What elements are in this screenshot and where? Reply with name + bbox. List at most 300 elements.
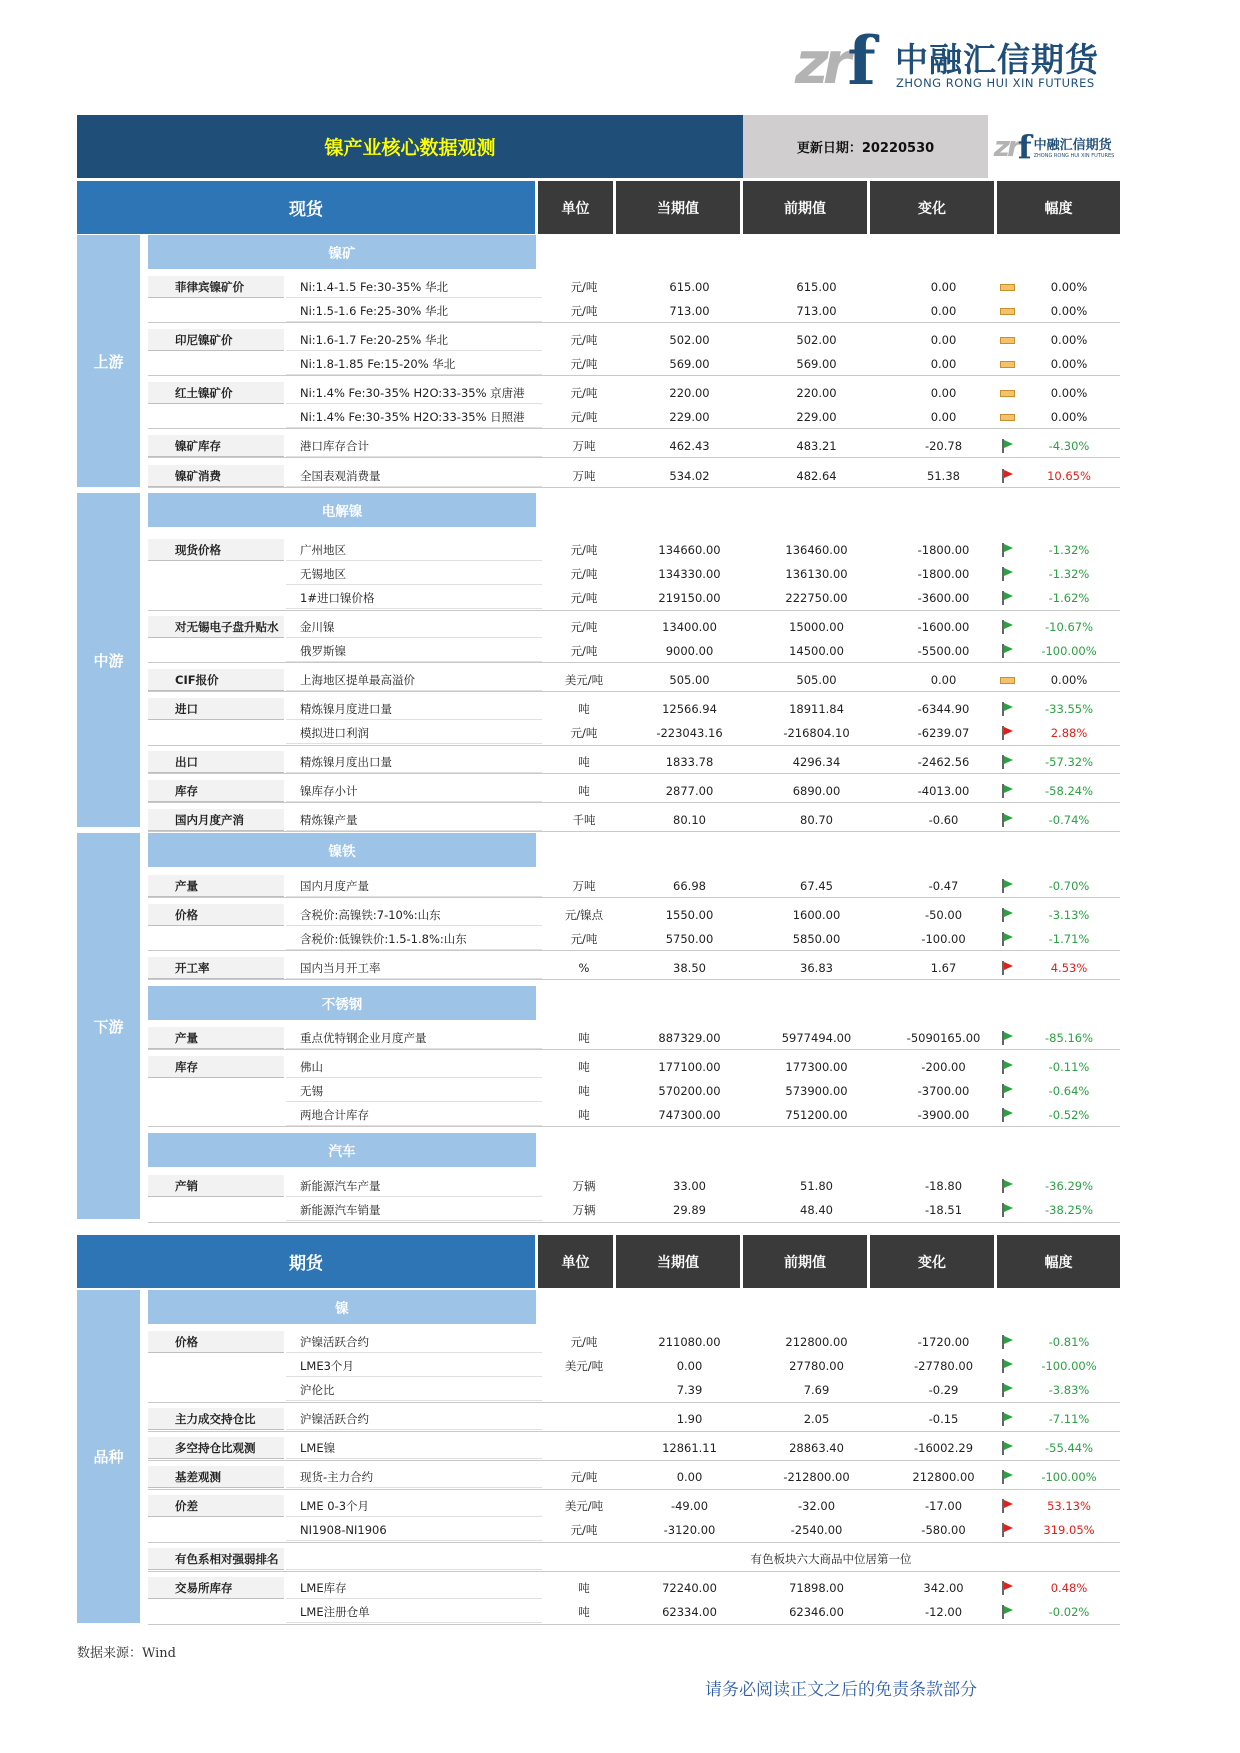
row-previous-value: 229.00 — [796, 410, 837, 424]
red-flag-icon — [996, 1495, 1018, 1517]
red-flag-icon — [1001, 961, 1013, 975]
header-logo-f: f — [1017, 127, 1032, 166]
row-description: 含税价:高镍铁:7-10%:山东 — [286, 904, 542, 926]
row-change-value: -3600.00 — [917, 591, 970, 605]
header-logo-cn: 中融汇信期货 — [1033, 138, 1112, 153]
table-row — [148, 809, 1120, 832]
row-change-value: -17.00 — [924, 1499, 963, 1513]
row-previous-value: -32.00 — [797, 1499, 836, 1513]
flat-bar-icon — [1000, 284, 1015, 291]
subheader-auto: 汽车 — [148, 1133, 536, 1167]
row-pct-value: 0.00% — [1050, 333, 1088, 347]
row-description: Ni:1.5-1.6 Fe:25-30% 华北 — [286, 300, 542, 322]
col-current: 当期值 — [616, 181, 740, 234]
row-pct-value: 0.00% — [1050, 673, 1088, 687]
green-flag-icon — [1001, 1031, 1013, 1045]
futures-header-bar — [77, 1235, 1120, 1288]
row-unit: 万辆 — [572, 1179, 596, 1193]
row-unit: 美元/吨 — [564, 673, 604, 687]
green-flag-icon — [1001, 620, 1013, 634]
table-row — [148, 616, 1120, 639]
row-category — [148, 406, 284, 428]
red-flag-icon — [1001, 1523, 1013, 1537]
row-separator — [148, 691, 1120, 692]
table-row — [148, 1104, 1120, 1127]
table-row — [148, 300, 1120, 323]
row-current-value: 80.10 — [673, 813, 706, 827]
row-separator — [148, 1489, 1120, 1490]
report-title: 镍产业核心数据观测 — [77, 115, 743, 178]
row-description: 现货-主力合约 — [286, 1466, 542, 1488]
row-description: 两地合计库存 — [286, 1104, 542, 1126]
row-previous-value: 502.00 — [796, 333, 837, 347]
flat-indicator-icon — [996, 329, 1018, 351]
row-category — [148, 1199, 284, 1221]
row-unit: 吨 — [578, 1605, 590, 1619]
row-current-value: 62334.00 — [662, 1605, 717, 1619]
row-current-value: 570200.00 — [658, 1084, 721, 1098]
row-description: 沪镍活跃合约 — [286, 1408, 542, 1430]
row-change-value: -3900.00 — [917, 1108, 970, 1122]
row-change-value: -200.00 — [921, 1060, 966, 1074]
green-flag-icon — [1001, 755, 1013, 769]
row-category — [148, 1080, 284, 1102]
row-previous-value: 36.83 — [800, 961, 833, 975]
green-flag-icon — [996, 751, 1018, 773]
row-current-value: 615.00 — [669, 280, 710, 294]
row-category: 红土镍矿价 — [148, 382, 284, 404]
row-unit — [542, 1379, 626, 1401]
row-category: CIF报价 — [148, 669, 284, 691]
row-change-value: -12.00 — [924, 1605, 963, 1619]
table-row — [148, 587, 1120, 610]
row-description: 镍库存小计 — [286, 780, 542, 802]
row-current-value: 12861.11 — [662, 1441, 717, 1455]
row-unit: 元/吨 — [570, 280, 598, 294]
table-row — [148, 904, 1120, 927]
row-unit: 元/吨 — [570, 620, 598, 634]
table-row — [148, 465, 1120, 488]
row-unit: 元/吨 — [570, 543, 598, 557]
row-category: 交易所库存 — [148, 1577, 284, 1599]
row-current-value: 0.00 — [676, 1470, 703, 1484]
green-flag-icon — [1001, 567, 1013, 581]
row-description: 国内当月开工率 — [286, 957, 542, 979]
red-flag-icon — [996, 1577, 1018, 1599]
row-previous-value: -2540.00 — [790, 1523, 843, 1537]
row-change-value: 0.00 — [930, 333, 957, 347]
row-category — [148, 1379, 284, 1401]
row-current-value: -223043.16 — [656, 726, 723, 740]
table-row — [148, 1519, 1120, 1542]
row-description: LME注册仓单 — [286, 1601, 542, 1623]
row-description: 重点优特钢企业月度产量 — [286, 1027, 542, 1049]
row-current-value: 66.98 — [673, 879, 706, 893]
green-flag-icon — [996, 616, 1018, 638]
row-current-value: 38.50 — [673, 961, 706, 975]
spot-header-bar — [77, 181, 1120, 234]
row-change-value: -6239.07 — [917, 726, 970, 740]
row-category — [148, 1601, 284, 1623]
row-current-value: 229.00 — [669, 410, 710, 424]
flat-bar-icon — [1000, 677, 1015, 684]
red-flag-icon — [1001, 469, 1013, 483]
row-category: 菲律宾镍矿价 — [148, 276, 284, 298]
row-description: Ni:1.4% Fe:30-35% H2O:33-35% 日照港 — [286, 406, 542, 428]
row-pct-value: -0.74% — [1048, 813, 1090, 827]
update-date: 更新日期：20220530 — [743, 115, 988, 178]
row-previous-value: 136460.00 — [785, 543, 848, 557]
row-category: 镍矿库存 — [148, 435, 284, 457]
row-description: 精炼镍月度进口量 — [286, 698, 542, 720]
green-flag-icon — [1001, 908, 1013, 922]
row-unit: 元/镍点 — [564, 908, 604, 922]
logo-company-name: 中融汇信期货 — [895, 40, 1099, 79]
green-flag-icon — [996, 563, 1018, 585]
green-flag-icon — [1001, 1335, 1013, 1349]
row-current-value: 569.00 — [669, 357, 710, 371]
row-separator — [148, 662, 1120, 663]
table-row — [148, 563, 1120, 586]
row-change-value: 1.67 — [930, 961, 957, 975]
flat-bar-icon — [1000, 390, 1015, 397]
green-flag-icon — [1001, 439, 1013, 453]
row-pct-value: -4.30% — [1048, 439, 1090, 453]
red-flag-icon — [1001, 726, 1013, 740]
row-previous-value: 569.00 — [796, 357, 837, 371]
subheader-nickel: 镍 — [148, 1290, 536, 1324]
row-change-value: -1720.00 — [917, 1335, 970, 1349]
table-row — [148, 382, 1120, 405]
table-row — [148, 1437, 1120, 1460]
row-unit: 元/吨 — [570, 1523, 598, 1537]
row-description: LME库存 — [286, 1577, 542, 1599]
table-row — [148, 1495, 1120, 1518]
red-flag-icon — [996, 957, 1018, 979]
row-category: 价差 — [148, 1495, 284, 1517]
row-unit: 美元/吨 — [564, 1359, 604, 1373]
green-flag-icon — [996, 587, 1018, 609]
row-category — [148, 1355, 284, 1377]
row-pct-value: 0.00% — [1050, 304, 1088, 318]
green-flag-icon — [1001, 784, 1013, 798]
table-row — [148, 1601, 1120, 1624]
row-description: 模拟进口利润 — [286, 722, 542, 744]
row-separator — [148, 457, 1120, 458]
row-description: 上海地区提单最高溢价 — [286, 669, 542, 691]
green-flag-icon — [996, 640, 1018, 662]
row-unit: 万吨 — [572, 469, 596, 483]
row-current-value: 887329.00 — [658, 1031, 721, 1045]
row-unit: 万吨 — [572, 439, 596, 453]
row-pct-value: 10.65% — [1047, 469, 1091, 483]
row-previous-value: 48.40 — [800, 1203, 833, 1217]
col-pct: 幅度 — [997, 181, 1120, 234]
row-pct-value: -38.25% — [1045, 1203, 1093, 1217]
row-pct-value: -58.24% — [1045, 784, 1093, 798]
row-change-value: -27780.00 — [913, 1359, 974, 1373]
row-category: 主力成交持仓比 — [148, 1408, 284, 1430]
row-change-value: 0.00 — [930, 304, 957, 318]
row-description: 沪镍活跃合约 — [286, 1331, 542, 1353]
table-row — [148, 276, 1120, 299]
row-pct-value: -100.00% — [1041, 644, 1097, 658]
row-change-value: -580.00 — [921, 1523, 966, 1537]
table-row — [148, 875, 1120, 898]
row-description: 金川镍 — [286, 616, 542, 638]
table-row — [148, 698, 1120, 721]
row-pct-value: -0.64% — [1048, 1084, 1090, 1098]
row-change-value: 0.00 — [930, 386, 957, 400]
col-change: 变化 — [870, 181, 994, 234]
row-unit: 元/吨 — [570, 410, 598, 424]
row-previous-value: 222750.00 — [785, 591, 848, 605]
row-current-value: 7.39 — [676, 1383, 703, 1397]
green-flag-icon — [996, 1199, 1018, 1221]
row-category: 多空持仓比观测 — [148, 1437, 284, 1459]
row-unit: 吨 — [578, 1031, 590, 1045]
green-flag-icon — [996, 1408, 1018, 1430]
row-description: 全国表观消费量 — [286, 465, 542, 487]
row-current-value: 713.00 — [669, 304, 710, 318]
row-unit: 吨 — [578, 1108, 590, 1122]
row-description: Ni:1.6-1.7 Fe:20-25% 华北 — [286, 329, 542, 351]
row-unit: 万辆 — [572, 1203, 596, 1217]
disclaimer: 请务必阅读正文之后的免责条款部分 — [705, 1680, 977, 1700]
row-previous-value: 67.45 — [800, 879, 833, 893]
row-current-value: 5750.00 — [665, 932, 714, 946]
row-previous-value: 615.00 — [796, 280, 837, 294]
row-current-value: 13400.00 — [662, 620, 717, 634]
row-pct-value: 0.00% — [1050, 280, 1088, 294]
row-pct-value: -36.29% — [1045, 1179, 1093, 1193]
row-separator — [148, 802, 1120, 803]
subheader-ore: 镍矿 — [148, 235, 536, 269]
table-row — [148, 1577, 1120, 1600]
green-flag-icon — [1001, 1084, 1013, 1098]
row-pct-value: 0.00% — [1050, 386, 1088, 400]
row-change-value: 0.00 — [930, 673, 957, 687]
row-unit: 万吨 — [572, 879, 596, 893]
row-change-value: -100.00 — [921, 932, 966, 946]
row-description: 1#进口镍价格 — [286, 587, 542, 609]
row-description: 港口库存合计 — [286, 435, 542, 457]
green-flag-icon — [996, 1027, 1018, 1049]
green-flag-icon — [1001, 1060, 1013, 1074]
row-previous-value: 483.21 — [796, 439, 837, 453]
row-category: 进口 — [148, 698, 284, 720]
row-change-value: -18.80 — [924, 1179, 963, 1193]
row-description: Ni:1.4-1.5 Fe:30-35% 华北 — [286, 276, 542, 298]
row-pct-value: -0.81% — [1048, 1335, 1090, 1349]
col-previous: 前期值 — [743, 181, 867, 234]
row-description: NI1908-NI1906 — [286, 1519, 542, 1541]
flat-indicator-icon — [996, 276, 1018, 298]
row-category — [148, 1519, 284, 1541]
row-unit — [542, 1437, 626, 1459]
row-previous-value: 6890.00 — [792, 784, 841, 798]
row-separator — [148, 1431, 1120, 1432]
green-flag-icon — [996, 539, 1018, 561]
header-logo — [990, 115, 1118, 178]
row-pct-value: -55.44% — [1045, 1441, 1093, 1455]
row-description — [286, 1548, 542, 1570]
flat-indicator-icon — [996, 300, 1018, 322]
row-previous-value: 5977494.00 — [781, 1031, 852, 1045]
green-flag-icon — [996, 1355, 1018, 1377]
row-pct-value: 4.53% — [1050, 961, 1088, 975]
row-previous-value: 2.05 — [803, 1412, 830, 1426]
row-change-value: -0.60 — [928, 813, 959, 827]
row-previous-value: 18911.84 — [789, 702, 844, 716]
green-flag-icon — [996, 928, 1018, 950]
green-flag-icon — [1001, 1383, 1013, 1397]
row-pct-value: -0.02% — [1048, 1605, 1090, 1619]
table-row — [148, 435, 1120, 458]
row-current-value: 505.00 — [669, 673, 710, 687]
subheader-stainless: 不锈钢 — [148, 986, 536, 1020]
red-flag-icon — [996, 465, 1018, 487]
row-pct-value: 53.13% — [1047, 1499, 1091, 1513]
row-change-value: -5500.00 — [917, 644, 970, 658]
data-source: 数据来源：Wind — [77, 1646, 176, 1661]
row-change-value: -18.51 — [924, 1203, 963, 1217]
green-flag-icon — [1001, 1441, 1013, 1455]
row-category: 开工率 — [148, 957, 284, 979]
table-row — [148, 1199, 1120, 1222]
row-separator — [148, 487, 1120, 488]
row-category: 基差观测 — [148, 1466, 284, 1488]
table-row — [148, 1379, 1120, 1402]
row-pct-value: -10.67% — [1045, 620, 1093, 634]
row-separator — [148, 610, 1120, 611]
row-pct-value: -1.32% — [1048, 567, 1090, 581]
green-flag-icon — [1001, 1359, 1013, 1373]
green-flag-icon — [996, 1056, 1018, 1078]
row-category — [148, 353, 284, 375]
row-unit: 吨 — [578, 1581, 590, 1595]
green-flag-icon — [1001, 879, 1013, 893]
row-change-value: -6344.90 — [917, 702, 970, 716]
row-current-value: 1550.00 — [665, 908, 714, 922]
row-unit — [542, 1408, 626, 1430]
green-flag-icon — [996, 780, 1018, 802]
flat-indicator-icon — [996, 669, 1018, 691]
green-flag-icon — [996, 1466, 1018, 1488]
row-unit: 元/吨 — [570, 726, 598, 740]
row-change-value: 212800.00 — [912, 1470, 975, 1484]
subheader-ferronickel: 镍铁 — [148, 833, 536, 867]
row-pct-value: 2.88% — [1050, 726, 1088, 740]
row-unit: 千吨 — [572, 813, 596, 827]
green-flag-icon — [1001, 1179, 1013, 1193]
row-separator — [148, 745, 1120, 746]
green-flag-icon — [1001, 1203, 1013, 1217]
section-midstream: 中游 — [77, 493, 140, 827]
row-current-value: 534.02 — [669, 469, 710, 483]
green-flag-icon — [1001, 1412, 1013, 1426]
row-change-value: -1600.00 — [917, 620, 970, 634]
red-flag-icon — [996, 1519, 1018, 1541]
table-row — [148, 1355, 1120, 1378]
row-previous-value: 15000.00 — [789, 620, 844, 634]
row-separator — [148, 831, 1120, 832]
row-current-value: 220.00 — [669, 386, 710, 400]
row-category: 对无锡电子盘升贴水 — [148, 616, 284, 638]
row-pct-value: -0.11% — [1048, 1060, 1090, 1074]
row-current-value: 219150.00 — [658, 591, 721, 605]
flat-bar-icon — [1000, 308, 1015, 315]
row-separator — [148, 1049, 1120, 1050]
green-flag-icon — [996, 904, 1018, 926]
green-flag-icon — [996, 1601, 1018, 1623]
col-previous-futures: 前期值 — [743, 1235, 867, 1288]
row-previous-value: 51.80 — [800, 1179, 833, 1193]
row-previous-value: 62346.00 — [789, 1605, 844, 1619]
row-pct-value: -0.70% — [1048, 879, 1090, 893]
green-flag-icon — [1001, 813, 1013, 827]
row-previous-value: 136130.00 — [785, 567, 848, 581]
row-unit: 元/吨 — [570, 1335, 598, 1349]
row-current-value: 177100.00 — [658, 1060, 721, 1074]
logo-company-name-en: ZHONG RONG HUI XIN FUTURES — [896, 76, 1095, 90]
row-category: 产销 — [148, 1175, 284, 1197]
row-pct-value: 0.00% — [1050, 357, 1088, 371]
row-unit: 吨 — [578, 755, 590, 769]
row-current-value: 2877.00 — [665, 784, 714, 798]
col-unit-futures: 单位 — [538, 1235, 613, 1288]
row-description: 新能源汽车产量 — [286, 1175, 542, 1197]
row-unit: 吨 — [578, 1084, 590, 1098]
row-previous-value: -212800.00 — [783, 1470, 850, 1484]
row-separator — [148, 773, 1120, 774]
header-logo-zr: zr — [993, 130, 1018, 163]
row-previous-value: 14500.00 — [789, 644, 844, 658]
row-separator — [148, 1624, 1120, 1625]
row-description: LME镍 — [286, 1437, 542, 1459]
row-unit: 吨 — [578, 1060, 590, 1074]
col-pct-futures: 幅度 — [997, 1235, 1120, 1288]
row-previous-value: 27780.00 — [789, 1359, 844, 1373]
row-change-value: -1800.00 — [917, 567, 970, 581]
row-current-value: 747300.00 — [658, 1108, 721, 1122]
table-row — [148, 353, 1120, 376]
row-change-value: 0.00 — [930, 357, 957, 371]
row-category: 出口 — [148, 751, 284, 773]
row-category: 库存 — [148, 1056, 284, 1078]
row-separator — [148, 375, 1120, 376]
flat-indicator-icon — [996, 406, 1018, 428]
flat-bar-icon — [1000, 337, 1015, 344]
row-unit: 元/吨 — [570, 567, 598, 581]
row-pct-value: -1.32% — [1048, 543, 1090, 557]
row-previous-value: -216804.10 — [783, 726, 850, 740]
row-current-value: 33.00 — [673, 1179, 706, 1193]
row-change-value: -0.47 — [928, 879, 959, 893]
table-row — [148, 406, 1120, 429]
row-change-value: -5090165.00 — [906, 1031, 981, 1045]
row-span-text: 有色板块六大商品中位居第一位 — [750, 1552, 912, 1566]
table-row — [148, 1331, 1120, 1354]
row-description: Ni:1.8-1.85 Fe:15-20% 华北 — [286, 353, 542, 375]
row-category — [148, 300, 284, 322]
green-flag-icon — [996, 435, 1018, 457]
green-flag-icon — [1001, 1470, 1013, 1484]
row-current-value: 72240.00 — [662, 1581, 717, 1595]
row-pct-value: -1.71% — [1048, 932, 1090, 946]
row-pct-value: -33.55% — [1045, 702, 1093, 716]
section-upstream: 上游 — [77, 235, 140, 487]
